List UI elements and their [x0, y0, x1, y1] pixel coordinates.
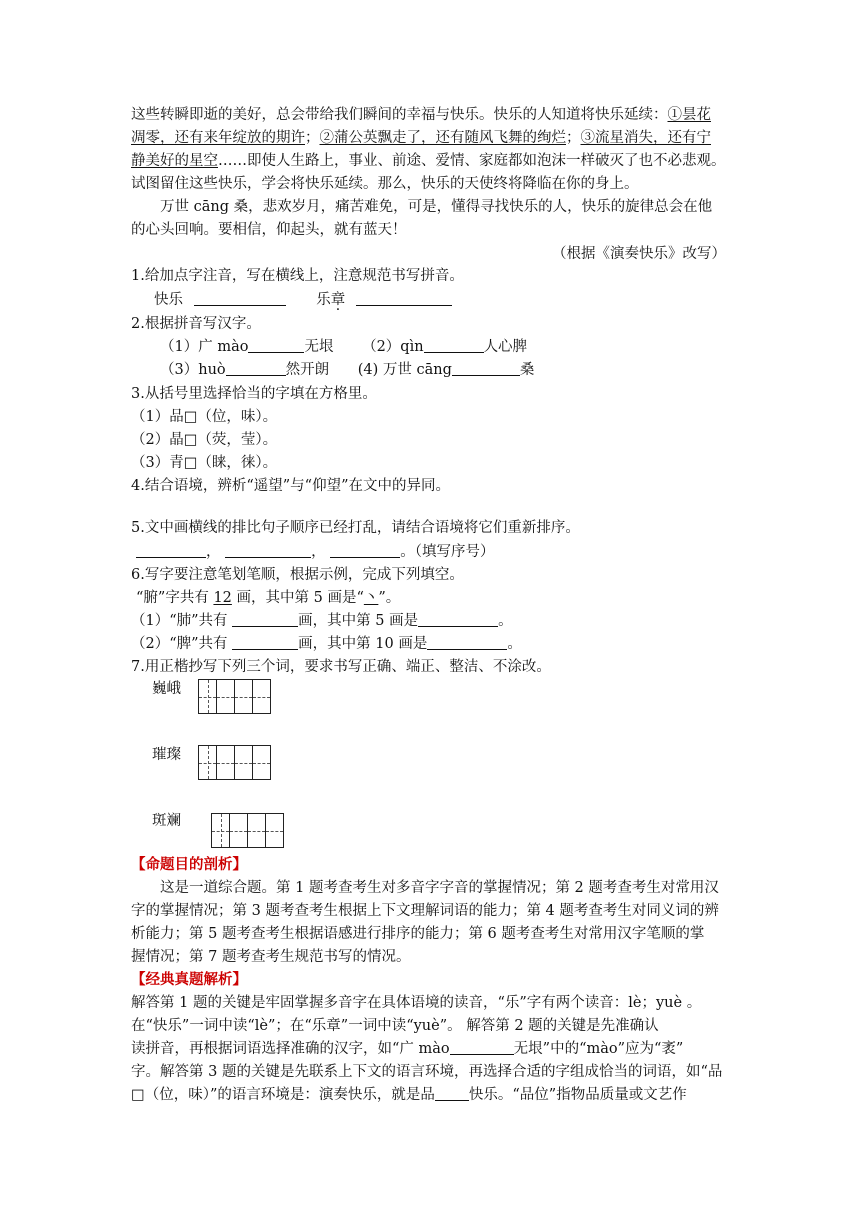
analysis-line-4: 握情况；第 7 题考查考生规范书写的情况。	[131, 949, 411, 965]
answer-blank[interactable]	[424, 338, 484, 353]
answer-blank[interactable]	[225, 543, 311, 558]
question-6-item-2: （2）“脾”共有 画，其中第 10 画是 。	[131, 636, 522, 652]
passage-line-5: 万世 cāng 桑，悲欢岁月，痛苦难免，可是，懂得寻找快乐的人，快乐的旋律总会在他	[160, 199, 713, 215]
answer-blank[interactable]	[232, 612, 298, 627]
passage-line-6: 的心头回响。要相信，仰起头，就有蓝天！	[131, 222, 407, 238]
passage-line-4: 试图留住这些快乐，学会将快乐延续。那么，快乐的天使终将降临在你的身上。	[131, 176, 639, 192]
question-3-item-3: （3）青□（睐，徕）。	[131, 455, 278, 471]
answer-blank[interactable]	[452, 361, 520, 376]
answer-blank[interactable]	[226, 361, 286, 376]
question-3-item-1: （1）品□（位，味）。	[131, 409, 278, 425]
answer-blank[interactable]	[356, 291, 452, 306]
answer-blank[interactable]	[330, 543, 400, 558]
analysis-line-1: 这是一道综合题。第 1 题考查考生对多音字字音的掌握情况；第 2 题考查考生对常用汉	[160, 880, 719, 896]
question-2-row-1: （1）广 mào 无垠 （2）qìn 人心脾	[160, 339, 528, 355]
question-5: 5.文中画横线的排比句子顺序已经打乱，请结合语境将它们重新排序。	[131, 520, 580, 536]
question-5-answer: ， ， 。（填写序号）	[136, 541, 494, 564]
writing-grid-2[interactable]	[198, 745, 271, 780]
analysis-line-2: 字的掌握情况；第 3 题考查考生根据上下文理解词语的能力；第 4 题考查考生对同义词的辨	[131, 903, 719, 919]
question-2: 2.根据拼音写汉字。	[131, 316, 261, 332]
classic-heading: 【经典真题解析】	[131, 971, 247, 988]
analysis-line-3: 析能力；第 5 题考查考生根据语感进行排序的能力；第 6 题考查考生对常用汉字笔顺的掌	[131, 926, 705, 942]
classic-line-4: 字。解答第 3 题的关键是先联系上下文的语言环境，再选择合适的字组成恰当的词语，如“品	[131, 1064, 723, 1080]
question-6: 6.写字要注意笔划笔顺，根据示例，完成下列填空。	[131, 567, 464, 583]
question-3: 3.从括号里选择恰当的字填在方格里。	[131, 386, 377, 402]
question-3-item-2: （2）晶□（荧，莹）。	[131, 432, 278, 448]
writing-grid-1[interactable]	[198, 679, 271, 714]
writing-grid-3[interactable]	[211, 813, 284, 848]
passage-line-1: 这些转瞬即逝的美好，总会带给我们瞬间的幸福与快乐。快乐的人知道将快乐延续：①昙花	[131, 107, 711, 123]
answer-blank	[435, 1086, 469, 1101]
question-1: 1.给加点字注音，写在横线上，注意规范书写拼音。	[131, 268, 464, 284]
passage-line-3: 静美好的星空……即使人生路上，事业、前途、爱情、家庭都如泡沫一样破灭了也不必悲观。	[131, 153, 726, 169]
answer-blank[interactable]	[427, 635, 507, 650]
question-4: 4.结合语境，辨析“遥望”与“仰望”在文中的异同。	[131, 478, 450, 494]
word-label-1: 巍峨	[152, 681, 181, 697]
word-label-2: 璀璨	[152, 747, 181, 763]
answer-blank[interactable]	[136, 543, 206, 558]
classic-line-1: 解答第 1 题的关键是牢固掌握多音字在具体语境的读音，“乐”字有两个读音：lè；yuè 。	[131, 995, 702, 1011]
passage-source: （根据《演奏快乐》改写）	[552, 246, 726, 262]
question-1-items: 快乐 乐章	[154, 289, 452, 312]
question-2-row-2: （3）huò 然开朗 (4) 万世 cāng 桑	[160, 362, 535, 378]
answer-blank[interactable]	[232, 635, 298, 650]
word-label-3: 斑斓	[152, 813, 181, 829]
answer-blank	[450, 1040, 514, 1055]
classic-line-3: 读拼音，再根据词语选择准确的汉字，如“广 mào 无垠”中的“mào”应为“袤”	[131, 1041, 684, 1057]
question-6-example: “腑”字共有 12 画，其中第 5 画是“丶”。	[136, 590, 401, 606]
question-6-item-1: （1）“肺”共有 画，其中第 5 画是 。	[131, 613, 513, 629]
analysis-heading: 【命题目的剖析】	[131, 856, 247, 873]
classic-line-5: □（位，味）”的语言环境是：演奏快乐，就是品 快乐。“品位”指物品质量或文艺作	[131, 1087, 687, 1103]
classic-line-2: 在“快乐”一词中读“lè”；在“乐章”一词中读“yuè”。 解答第 2 题的关键是先准确认	[131, 1018, 659, 1034]
answer-blank[interactable]	[248, 338, 304, 353]
answer-blank[interactable]	[194, 291, 286, 306]
answer-blank[interactable]	[418, 612, 498, 627]
question-7: 7.用正楷抄写下列三个词，要求书写正确、端正、整洁、不涂改。	[131, 659, 551, 675]
passage-line-2: 凋零，还有来年绽放的期许；②蒲公英飘走了，还有随风飞舞的绚烂；③流星消失，还有宁	[131, 130, 711, 146]
